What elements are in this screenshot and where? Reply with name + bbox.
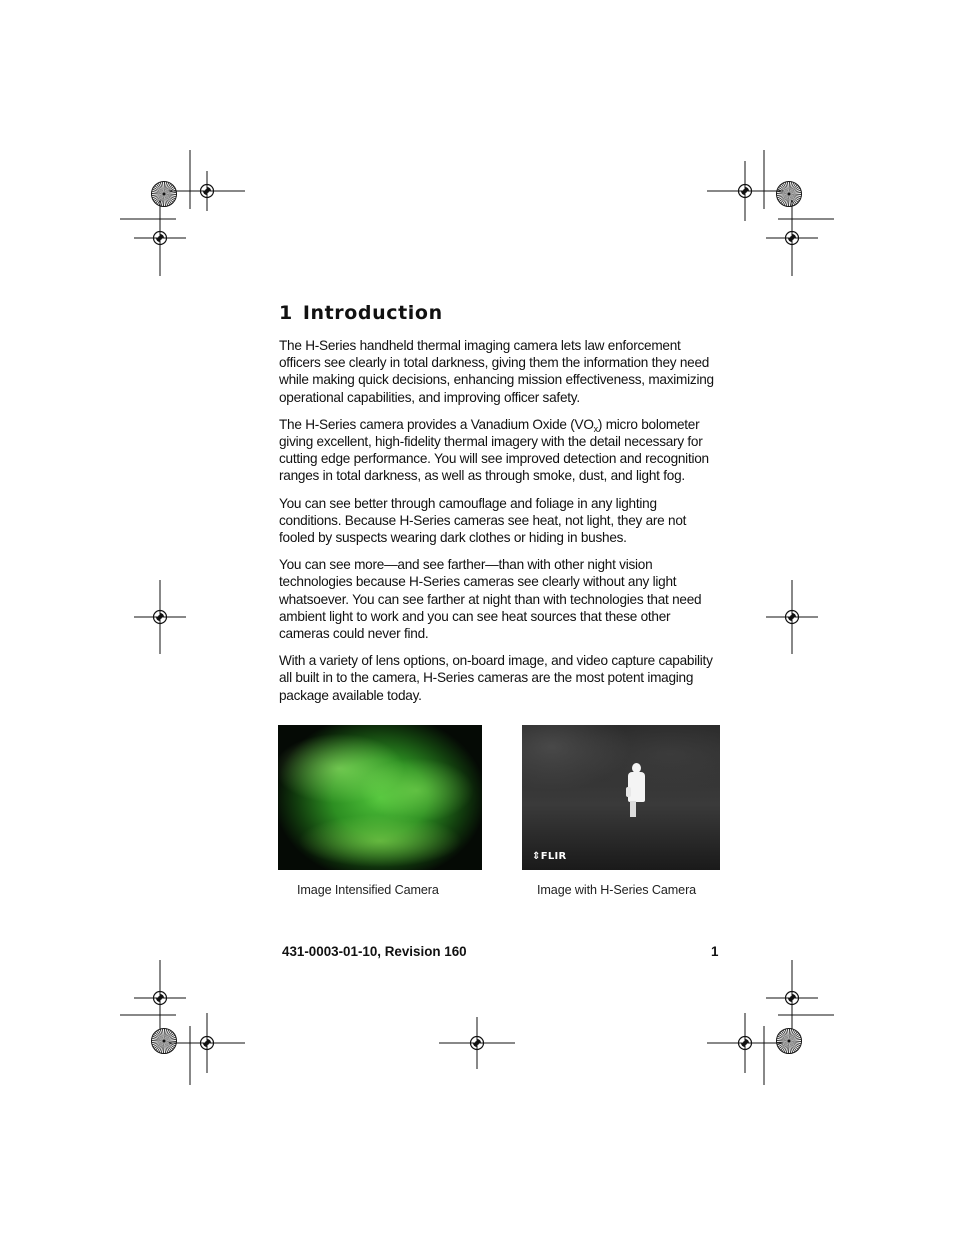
thermal-person-leg <box>630 801 636 817</box>
flir-logo-icon: ⇕ <box>532 851 541 862</box>
intro-paragraph: You can see more—and see farther—than with other night vision technologies because H-Series cameras see clearly without any light whatsoever. You can see farther at night than with technologies that need ambient light to work and you can see heat sources that these other cameras could never find. <box>279 557 702 642</box>
thermal-camera-photo <box>522 725 720 870</box>
vox-text-start: The H-Series camera provides a Vanadium Oxide (VO <box>279 416 594 432</box>
left-image-caption: Image Intensified Camera <box>297 883 439 897</box>
intro-paragraph: With a variety of lens options, on-board image, and video capture capability all built in to the camera, H-Series cameras are the most potent imaging package available today. <box>279 653 713 703</box>
chapter-number: 1 <box>279 302 293 324</box>
chapter-heading <box>279 302 443 324</box>
flir-logo-text: FLIR <box>540 851 567 862</box>
chapter-title: Introduction <box>302 302 443 324</box>
intro-paragraph: The H-Series handheld thermal imaging camera lets law enforcement officers see clearly in total darkness, giving them the information they need while making quick decisions, enhancing mission effectiveness, maximizing operational capabilities, and improving officer safety. <box>279 338 714 405</box>
document-revision: 431-0003-01-10, Revision 160 <box>282 944 467 959</box>
starburst-center <box>788 1040 791 1043</box>
flir-logo <box>532 851 567 862</box>
night-vision-foliage <box>278 725 482 870</box>
intro-paragraph-vox <box>279 416 721 485</box>
starburst-center <box>163 1040 166 1043</box>
intro-paragraph: You can see better through camouflage and foliage in any lighting conditions. Because H-Series cameras see heat, not light, they are not fooled by suspects wearing dark clothes or hiding in bushes. <box>279 495 687 546</box>
starburst-center <box>788 193 791 196</box>
page-number: 1 <box>711 944 719 959</box>
vox-text-end: ) micro bolometer giving excellent, high-fidelity thermal imagery with the detail necessary for cutting edge performance. You will see improved detection and recognition ranges in total darkness, as well as through smoke, dust, and light fog. <box>279 416 709 484</box>
starburst-center <box>163 193 166 196</box>
thermal-person-hand <box>626 787 631 797</box>
intro-body <box>279 337 721 714</box>
image-intensified-photo <box>278 725 482 870</box>
right-image-caption: Image with H-Series Camera <box>537 883 697 897</box>
vox-subscript: x <box>593 423 598 434</box>
